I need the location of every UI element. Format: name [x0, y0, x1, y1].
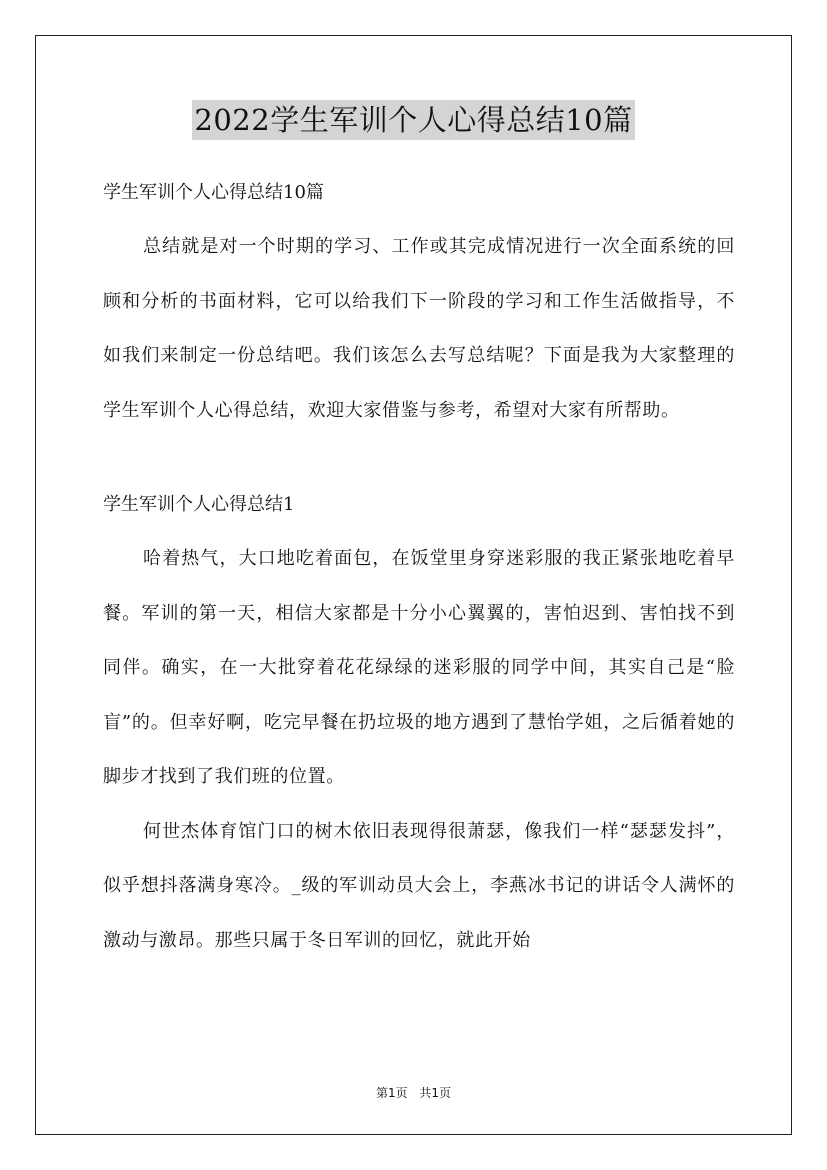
document-body — [103, 174, 735, 968]
body-paragraph: 何世杰体育馆门口的树木依旧表现得很萧瑟，像我们一样“瑟瑟发抖”，似乎想抖落满身寒冷。_级的军训动员大会上，李燕冰书记的讲话令人满怀的激动与激昂。那些只属于冬日军训的回忆，就此开始 — [103, 820, 735, 951]
document-subtitle: 学生军训个人心得总结10篇 — [103, 182, 324, 203]
document-title: 2022学生军训个人心得总结10篇 — [192, 100, 634, 140]
page-number: 第1页 — [375, 1086, 408, 1100]
title-container — [0, 100, 827, 140]
body-paragraph: 哈着热气，大口地吃着面包，在饭堂里身穿迷彩服的我正紧张地吃着早餐。军训的第一天，相信大家都是十分小心翼翼的，害怕迟到、害怕找不到同伴。确实，在一大批穿着花花绿绿的迷彩服的同学中间，其实自己是“脸盲”的。但幸好啊，吃完早餐在扔垃圾的地方遇到了慧怡学姐，之后循着她的脚步才找到了我们班的位置。 — [103, 548, 735, 787]
section-heading: 学生军训个人心得总结1 — [103, 494, 295, 515]
page-footer — [0, 1084, 827, 1101]
page-total: 共1页 — [419, 1086, 452, 1100]
intro-paragraph: 总结就是对一个时期的学习、工作或其完成情况进行一次全面系统的回顾和分析的书面材料，它可以给我们下一阶段的学习和工作生活做指导，不如我们来制定一份总结吧。我们该怎么去写总结呢？下面是我为大家整理的学生军训个人心得总结，欢迎大家借鉴与参考，希望对大家有所帮助。 — [103, 236, 735, 421]
